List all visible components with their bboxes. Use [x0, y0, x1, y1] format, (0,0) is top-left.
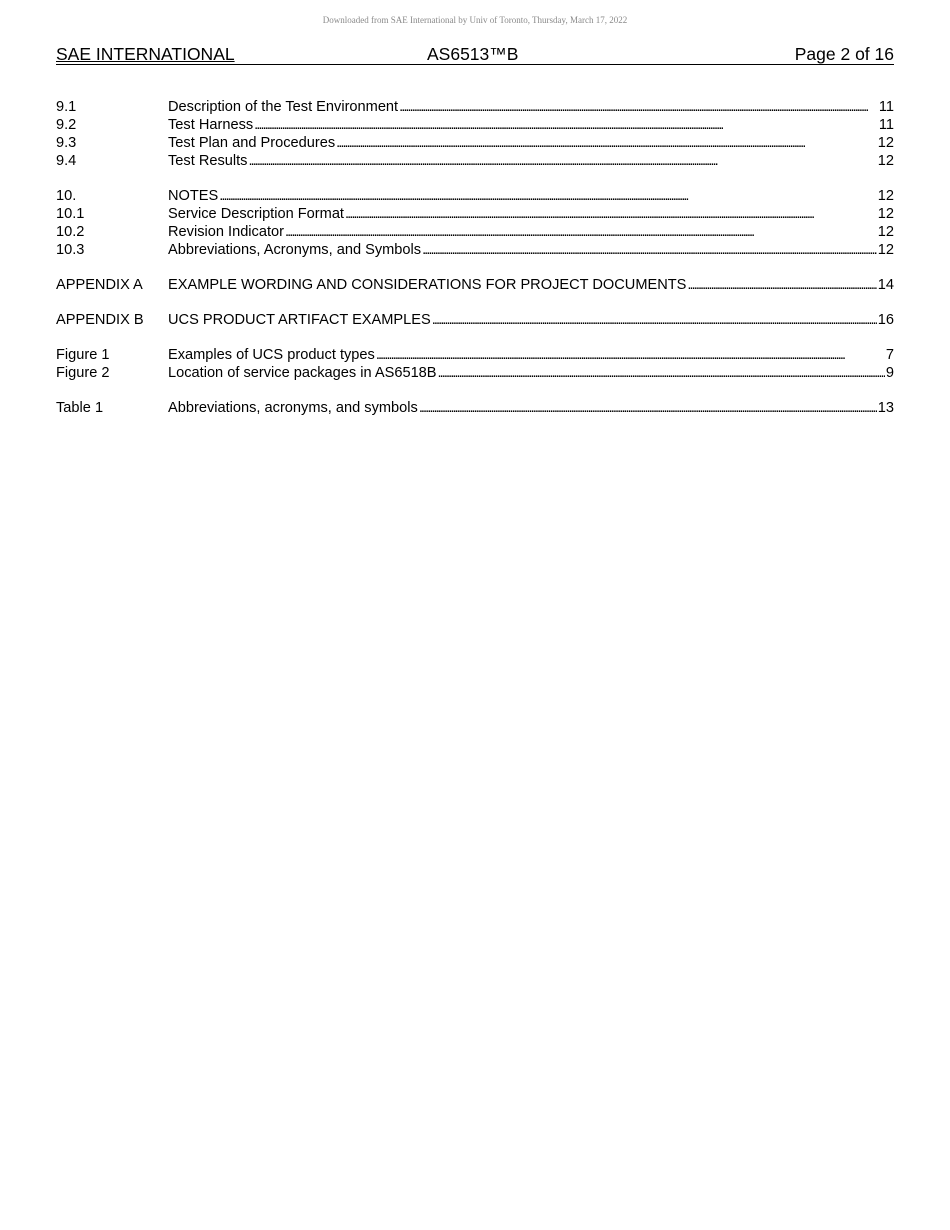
toc-dot-leader: [285, 223, 877, 241]
toc-entry-page: 7: [885, 347, 894, 363]
toc-dot-leader: [248, 152, 876, 170]
toc-entry-number: 9.3: [56, 135, 77, 151]
toc-group: [56, 399, 894, 417]
toc-entry[interactable]: [56, 241, 894, 259]
toc-entry-page: 12: [877, 188, 894, 204]
toc-entry[interactable]: [56, 98, 894, 116]
toc-entry-number: Table 1: [56, 400, 104, 416]
toc-dot-leader: [254, 116, 878, 134]
toc-entry-title: NOTES: [168, 188, 219, 204]
toc-entry-title: Revision Indicator: [168, 224, 284, 240]
toc-entry-title: UCS PRODUCT ARTIFACT EXAMPLES: [168, 312, 431, 328]
table-of-contents: [56, 98, 894, 434]
header-organization: SAE INTERNATIONAL: [56, 44, 235, 64]
toc-entry-number: Figure 1: [56, 347, 110, 363]
toc-entry-page: 16: [877, 312, 894, 328]
toc-entry-title: Test Harness: [168, 117, 254, 133]
toc-entry-title: Test Plan and Procedures: [168, 135, 336, 151]
header-page-number: Page 2 of 16: [794, 44, 894, 64]
toc-group: [56, 311, 894, 329]
toc-entry[interactable]: [56, 364, 894, 382]
toc-dot-leader: [345, 205, 877, 223]
toc-entry-number: Figure 2: [56, 365, 110, 381]
toc-entry-number: 10.2: [56, 224, 85, 240]
toc-entry-page: 14: [877, 277, 894, 293]
toc-entry-page: 12: [877, 242, 894, 258]
toc-entry-page: 12: [877, 206, 894, 222]
toc-entry[interactable]: [56, 223, 894, 241]
page-header: [56, 44, 894, 65]
toc-entry-number: 9.4: [56, 153, 77, 169]
toc-entry[interactable]: [56, 134, 894, 152]
toc-entry-title: Location of service packages in AS6518B: [168, 365, 437, 381]
toc-group: [56, 346, 894, 382]
toc-dot-leader: [336, 134, 877, 152]
toc-entry-title: Service Description Format: [168, 206, 344, 222]
toc-entry[interactable]: [56, 311, 894, 329]
toc-entry-title: Examples of UCS product types: [168, 347, 375, 363]
toc-entry-page: 9: [885, 365, 894, 381]
toc-group: [56, 98, 894, 170]
toc-group: [56, 187, 894, 259]
toc-entry-page: 12: [877, 135, 894, 151]
toc-entry-page: 13: [877, 400, 894, 416]
toc-entry[interactable]: [56, 346, 894, 364]
toc-entry-number: APPENDIX A: [56, 277, 143, 293]
toc-entry-page: 11: [878, 99, 894, 115]
toc-dot-leader: [422, 241, 877, 259]
toc-entry-title: Description of the Test Environment: [168, 99, 399, 115]
toc-entry[interactable]: [56, 205, 894, 223]
toc-entry-title: EXAMPLE WORDING AND CONSIDERATIONS FOR PROJECT DOCUMENTS: [168, 277, 687, 293]
toc-entry-number: 10.3: [56, 242, 85, 258]
toc-dot-leader: [438, 364, 885, 382]
toc-dot-leader: [419, 399, 877, 417]
toc-entry-page: 12: [877, 224, 894, 240]
toc-entry-title: Test Results: [168, 153, 248, 169]
toc-entry-number: 10.: [56, 188, 77, 204]
toc-entry-number: APPENDIX B: [56, 312, 144, 328]
toc-entry[interactable]: [56, 152, 894, 170]
toc-dot-leader: [219, 187, 876, 205]
toc-dot-leader: [432, 311, 877, 329]
toc-entry-page: 11: [878, 117, 894, 133]
toc-entry[interactable]: [56, 116, 894, 134]
toc-entry-title: Abbreviations, Acronyms, and Symbols: [168, 242, 422, 258]
download-watermark: Downloaded from SAE International by Univ of Toronto, Thursday, March 17, 2022: [322, 15, 628, 25]
toc-entry[interactable]: [56, 399, 894, 417]
toc-entry-number: 9.2: [56, 117, 77, 133]
toc-dot-leader: [399, 98, 878, 116]
toc-entry-title: Abbreviations, acronyms, and symbols: [168, 400, 418, 416]
toc-entry-number: 9.1: [56, 99, 77, 115]
toc-entry-number: 10.1: [56, 206, 85, 222]
toc-entry[interactable]: [56, 276, 894, 294]
toc-dot-leader: [687, 276, 876, 294]
toc-dot-leader: [376, 346, 885, 364]
toc-entry-page: 12: [877, 153, 894, 169]
toc-group: [56, 276, 894, 294]
toc-entry[interactable]: [56, 187, 894, 205]
header-document-id: AS6513™B: [427, 44, 519, 64]
